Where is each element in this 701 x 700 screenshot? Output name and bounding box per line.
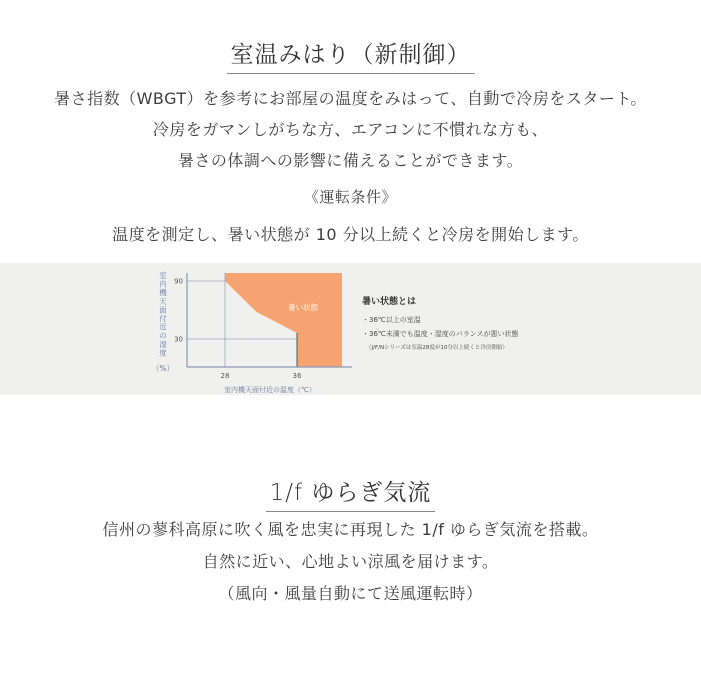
y-axis-label-char: 機 [159,288,167,298]
x-axis-label: 室内機天面付近の温度（℃） [224,386,316,394]
section1-title-wrap [0,36,701,74]
section2-line-3: （風向・風量自動にて送風運転時） [218,584,483,603]
y-axis-label-char: 室 [159,271,167,280]
y-tick-90: 90 [174,277,183,286]
y-axis-label-char: 内 [159,279,167,289]
diagram-band [0,263,701,395]
section1-title: 室温みはり（新制御） [227,36,475,74]
notes-item-3: （J/F/Nシリーズは室温28度が10分以上続くと冷房開始） [366,345,508,351]
x-tick-36: 36 [292,372,302,380]
y-axis-unit: （%） [151,364,175,373]
notes-title: 暑い状態とは [362,297,417,307]
y-axis-label-char: 近 [159,322,167,332]
condition-text: 温度を測定し、暑い状態が 10 分以上続くと冷房を開始します。 [112,225,589,244]
x-tick-28: 28 [220,372,230,380]
y-axis-label [159,270,167,357]
y-tick-30: 30 [174,335,183,344]
section2-line-1: 信州の蓼科高原に吹く風を忠実に再現した 1/f ゆらぎ気流を搭載。 [102,520,599,539]
y-axis-label-char: 天 [159,296,167,306]
section1-line-2: 冷房をガマンしがちな方、エアコンに不慣れな方も、 [152,120,549,139]
y-axis-label-char: の [159,331,167,341]
section1-line-3: 暑さの体調への影響に備えることができます。 [177,151,524,170]
section2-line-2: 自然に近い、心地よい涼風を届けます。 [202,552,499,571]
condition-heading: 《運転条件》 [303,188,397,206]
y-axis-label-char: 面 [159,305,167,315]
notes-item-1: ・36℃以上の室温 [362,316,421,324]
y-axis-label-char: 度 [159,348,167,358]
region-label: 暑い状態 [288,303,318,312]
section1-line-1: 暑さ指数（WBGT）を参考にお部屋の温度をみはって、自動で冷房をスタート。 [54,89,647,108]
hot-condition-region [225,273,342,367]
y-axis-label-char: 湿 [159,339,167,349]
section2-title-wrap [0,474,701,512]
notes-item-2: ・36℃未満でも温度・湿度のバランスが悪い状態 [362,330,519,338]
heat-condition-diagram [0,263,701,395]
y-axis-label-char: 付 [159,314,167,323]
section2-title: 1/f ゆらぎ気流 [266,474,436,512]
